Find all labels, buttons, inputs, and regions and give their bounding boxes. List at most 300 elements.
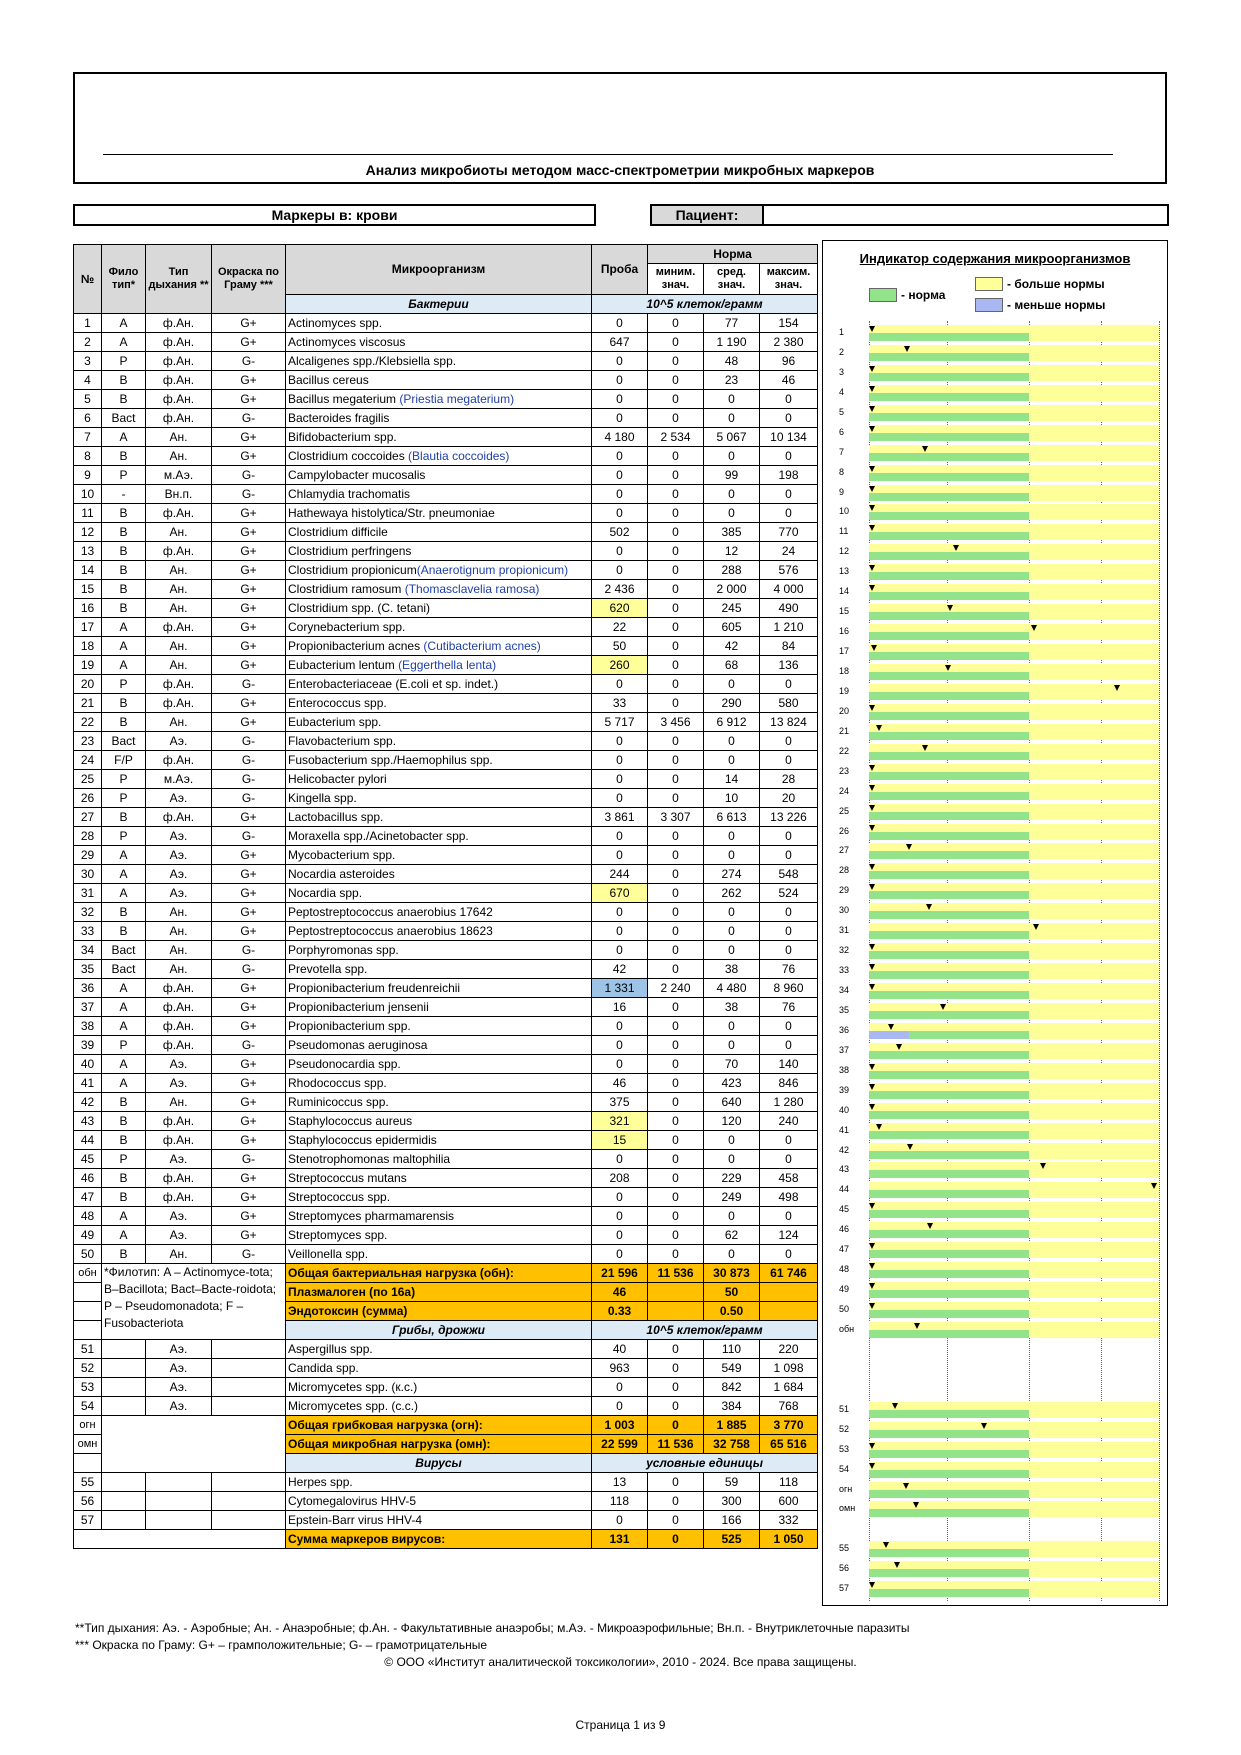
row-organism bbox=[286, 884, 592, 903]
row-min: 0 bbox=[648, 1188, 704, 1207]
row-num: 32 bbox=[74, 903, 102, 922]
row-organism bbox=[286, 808, 592, 827]
row-organism bbox=[286, 409, 592, 428]
organism-name: Propionibacterium jensenii bbox=[288, 999, 429, 1014]
plasmalogen-num bbox=[74, 1283, 102, 1302]
indicator-above-bar bbox=[1029, 433, 1160, 441]
row-sample: 321 bbox=[592, 1112, 648, 1131]
row-organism bbox=[286, 428, 592, 447]
row-sample: 40 bbox=[592, 1340, 648, 1359]
indicator-row-label: 50 bbox=[839, 1304, 850, 1315]
row-num: 49 bbox=[74, 1226, 102, 1245]
legend-norm-label: - норма bbox=[901, 288, 946, 302]
table-row bbox=[74, 1245, 818, 1264]
row-phylo: F/P bbox=[102, 751, 146, 770]
row-phylo: Bact bbox=[102, 732, 146, 751]
row-phylo: A bbox=[102, 865, 146, 884]
indicator-norm-bar bbox=[869, 333, 1029, 341]
row-sample: 0 bbox=[592, 1017, 648, 1036]
row-avg: 549 bbox=[704, 1359, 760, 1378]
table-row bbox=[74, 865, 818, 884]
indicator-above-bar bbox=[1029, 931, 1160, 939]
row-num: 36 bbox=[74, 979, 102, 998]
indicator-row-band bbox=[869, 883, 1159, 891]
row-avg: 605 bbox=[704, 618, 760, 637]
row-sample: 0 bbox=[592, 1245, 648, 1264]
obn-sample: 21 596 bbox=[592, 1264, 648, 1283]
row-resp: Ан. bbox=[146, 599, 212, 618]
row-min: 0 bbox=[648, 1074, 704, 1093]
row-avg: 10 bbox=[704, 789, 760, 808]
row-organism bbox=[286, 865, 592, 884]
row-min: 0 bbox=[648, 523, 704, 542]
row-sample: 0 bbox=[592, 371, 648, 390]
indicator-row-label: 32 bbox=[839, 945, 850, 956]
indicator-sample-marker bbox=[869, 486, 875, 492]
row-sample: 0 bbox=[592, 542, 648, 561]
row-min: 0 bbox=[648, 1511, 704, 1530]
row-gram: G+ bbox=[212, 371, 286, 390]
row-sample: 0 bbox=[592, 352, 648, 371]
indicator-row-label: 16 bbox=[839, 626, 850, 637]
indicator-row-label: 4 bbox=[839, 386, 845, 397]
row-min: 3 307 bbox=[648, 808, 704, 827]
row-gram bbox=[212, 1340, 286, 1359]
organism-name: Staphylococcus epidermidis bbox=[288, 1132, 437, 1147]
row-phylo: A bbox=[102, 998, 146, 1017]
row-sample: 0 bbox=[592, 922, 648, 941]
organism-name: Pseudomonas aeruginosa bbox=[288, 1037, 428, 1052]
row-min: 0 bbox=[648, 1036, 704, 1055]
indicator-row-band bbox=[869, 923, 1159, 931]
ogn-min: 0 bbox=[648, 1416, 704, 1435]
indicator-row-band bbox=[869, 1003, 1159, 1011]
row-max: 8 960 bbox=[760, 979, 818, 998]
row-num: 11 bbox=[74, 504, 102, 523]
row-phylo: P bbox=[102, 789, 146, 808]
row-max: 13 226 bbox=[760, 808, 818, 827]
row-sample: 208 bbox=[592, 1169, 648, 1188]
patient-label: Пациент: bbox=[652, 206, 764, 224]
indicator-row-band bbox=[869, 843, 1159, 851]
omn-label: Общая микробная нагрузка (омн): bbox=[286, 1435, 592, 1454]
table-row bbox=[74, 713, 818, 732]
indicator-norm-bar bbox=[869, 433, 1029, 441]
indicator-above-bar bbox=[1029, 1569, 1160, 1577]
row-organism bbox=[286, 333, 592, 352]
col-num: № bbox=[74, 245, 102, 314]
row-phylo bbox=[102, 1378, 146, 1397]
row-resp bbox=[146, 1492, 212, 1511]
row-sample: 4 180 bbox=[592, 428, 648, 447]
table-row bbox=[74, 466, 818, 485]
row-max: 0 bbox=[760, 846, 818, 865]
patient-field bbox=[650, 204, 1169, 226]
indicator-norm-bar bbox=[869, 1509, 1029, 1517]
indicator-above-bar bbox=[1029, 1450, 1160, 1458]
row-resp: Аэ. bbox=[146, 1340, 212, 1359]
indicator-above-bar bbox=[1029, 792, 1160, 800]
indicator-row-band bbox=[869, 784, 1159, 792]
row-gram: G+ bbox=[212, 979, 286, 998]
table-row bbox=[74, 770, 818, 789]
row-phylo: B bbox=[102, 1188, 146, 1207]
row-min: 0 bbox=[648, 1093, 704, 1112]
row-max: 76 bbox=[760, 998, 818, 1017]
section-virus-units: условные единицы bbox=[592, 1454, 818, 1473]
plasmalogen-label: Плазмалоген (по 16а) bbox=[286, 1283, 592, 1302]
row-sample: 620 bbox=[592, 599, 648, 618]
row-gram: G- bbox=[212, 675, 286, 694]
indicator-sample-marker bbox=[869, 1243, 875, 1249]
organism-synonym: (Eggerthella lenta) bbox=[398, 657, 497, 672]
row-organism bbox=[286, 523, 592, 542]
row-phylo: B bbox=[102, 561, 146, 580]
indicator-sample-marker bbox=[869, 1283, 875, 1289]
omn-min: 11 536 bbox=[648, 1435, 704, 1454]
row-num: 2 bbox=[74, 333, 102, 352]
indicator-row-label: 31 bbox=[839, 925, 850, 936]
row-phylo: B bbox=[102, 808, 146, 827]
indicator-norm-bar bbox=[869, 1490, 1029, 1498]
row-resp: Ан. bbox=[146, 656, 212, 675]
organism-name: Mycobacterium spp. bbox=[288, 847, 396, 862]
table-row bbox=[74, 732, 818, 751]
plasmalogen-min bbox=[648, 1283, 704, 1302]
row-resp: ф.Ан. bbox=[146, 751, 212, 770]
indicator-row-band bbox=[869, 524, 1159, 532]
table-row bbox=[74, 1473, 818, 1492]
row-avg: 1 190 bbox=[704, 333, 760, 352]
row-max: 0 bbox=[760, 1017, 818, 1036]
indicator-row-band bbox=[869, 1162, 1159, 1170]
organism-name: Fusobacterium spp./Haemophilus spp. bbox=[288, 752, 493, 767]
legend-below-label: - меньше нормы bbox=[1007, 298, 1106, 312]
indicator-above-bar bbox=[1029, 532, 1160, 540]
row-max: 2 380 bbox=[760, 333, 818, 352]
col-sample: Проба bbox=[592, 245, 648, 295]
row-sample: 0 bbox=[592, 447, 648, 466]
row-min: 0 bbox=[648, 314, 704, 333]
row-gram: G+ bbox=[212, 561, 286, 580]
row-min: 0 bbox=[648, 770, 704, 789]
legend-norm-swatch bbox=[869, 288, 897, 302]
row-phylo: P bbox=[102, 770, 146, 789]
row-avg: 12 bbox=[704, 542, 760, 561]
organism-name: Hathewaya histolytica/Str. pneumoniae bbox=[288, 505, 495, 520]
indicator-sample-marker bbox=[940, 1004, 946, 1010]
organism-synonym: (Anaerotignum propionicum) bbox=[416, 562, 569, 577]
indicator-norm-bar bbox=[869, 493, 1029, 501]
row-avg: 14 bbox=[704, 770, 760, 789]
indicator-row-band bbox=[869, 1182, 1159, 1190]
omn-max: 65 516 bbox=[760, 1435, 818, 1454]
organism-name: Bacillus cereus bbox=[288, 372, 369, 387]
row-sample: 3 861 bbox=[592, 808, 648, 827]
row-phylo: B bbox=[102, 922, 146, 941]
indicator-norm-bar bbox=[869, 592, 1029, 600]
row-sample: 5 717 bbox=[592, 713, 648, 732]
row-sample: 0 bbox=[592, 941, 648, 960]
indicator-row-label: 55 bbox=[839, 1543, 850, 1554]
indicator-above-bar bbox=[1029, 1170, 1160, 1178]
table-row bbox=[74, 1017, 818, 1036]
table-row bbox=[74, 447, 818, 466]
indicator-sample-marker bbox=[871, 645, 877, 651]
table-row bbox=[74, 314, 818, 333]
table-row bbox=[74, 333, 818, 352]
row-gram: G- bbox=[212, 751, 286, 770]
indicator-above-bar bbox=[1029, 1111, 1160, 1119]
section-bacteria: Бактерии bbox=[286, 295, 592, 314]
indicator-sample-marker bbox=[892, 1403, 898, 1409]
indicator-row-band bbox=[869, 1043, 1159, 1051]
row-organism bbox=[286, 1226, 592, 1245]
row-num: 28 bbox=[74, 827, 102, 846]
row-resp: ф.Ан. bbox=[146, 979, 212, 998]
indicator-norm-bar bbox=[869, 792, 1029, 800]
indicator-norm-bar bbox=[869, 1270, 1029, 1278]
indicator-above-bar bbox=[1029, 1031, 1160, 1039]
row-gram: G+ bbox=[212, 1017, 286, 1036]
indicator-above-bar bbox=[1029, 1430, 1160, 1438]
row-max: 0 bbox=[760, 941, 818, 960]
row-gram: G- bbox=[212, 732, 286, 751]
indicator-sample-marker bbox=[914, 1323, 920, 1329]
virus-total-sample: 131 bbox=[592, 1530, 648, 1549]
row-max: 0 bbox=[760, 504, 818, 523]
obn-num: обн bbox=[74, 1264, 102, 1283]
indicator-above-bar bbox=[1029, 1330, 1160, 1338]
virus-section-num bbox=[74, 1454, 102, 1473]
row-max: 154 bbox=[760, 314, 818, 333]
row-sample: 375 bbox=[592, 1093, 648, 1112]
indicator-row-band bbox=[869, 1063, 1159, 1071]
obn-avg: 30 873 bbox=[704, 1264, 760, 1283]
row-max: 0 bbox=[760, 1150, 818, 1169]
indicator-row-label: 39 bbox=[839, 1084, 850, 1095]
row-num: 21 bbox=[74, 694, 102, 713]
indicator-norm-bar bbox=[869, 532, 1029, 540]
row-resp: Аэ. bbox=[146, 732, 212, 751]
row-num: 40 bbox=[74, 1055, 102, 1074]
row-organism bbox=[286, 960, 592, 979]
row-gram: G+ bbox=[212, 333, 286, 352]
indicator-row-label: 29 bbox=[839, 885, 850, 896]
row-sample: 0 bbox=[592, 827, 648, 846]
indicator-row-band bbox=[869, 1561, 1159, 1569]
row-sample: 50 bbox=[592, 637, 648, 656]
row-sample: 0 bbox=[592, 1397, 648, 1416]
organism-name: Clostridium coccoides bbox=[288, 448, 409, 463]
indicator-norm-bar bbox=[869, 1170, 1029, 1178]
indicator-above-bar bbox=[1029, 1230, 1160, 1238]
indicator-row-band bbox=[869, 664, 1159, 672]
row-sample: 13 bbox=[592, 1473, 648, 1492]
row-num: 6 bbox=[74, 409, 102, 428]
indicator-norm-bar bbox=[869, 1210, 1029, 1218]
row-resp: Ан. bbox=[146, 1093, 212, 1112]
row-avg: 385 bbox=[704, 523, 760, 542]
indicator-sample-marker bbox=[869, 765, 875, 771]
indicator-above-bar bbox=[1029, 1509, 1160, 1517]
indicator-row-label: 30 bbox=[839, 905, 850, 916]
row-gram: G+ bbox=[212, 1131, 286, 1150]
organism-name: Nocardia asteroides bbox=[288, 866, 395, 881]
row-min: 0 bbox=[648, 1112, 704, 1131]
indicator-row-band bbox=[869, 1302, 1159, 1310]
row-avg: 0 bbox=[704, 1036, 760, 1055]
indicator-sample-marker bbox=[869, 785, 875, 791]
row-gram bbox=[212, 1397, 286, 1416]
indicator-sample-marker bbox=[926, 904, 932, 910]
row-phylo: B bbox=[102, 713, 146, 732]
row-phylo: A bbox=[102, 428, 146, 447]
row-min: 0 bbox=[648, 694, 704, 713]
indicator-sample-marker bbox=[869, 366, 875, 372]
row-phylo: P bbox=[102, 1036, 146, 1055]
indicator-row-label: 1 bbox=[839, 327, 845, 337]
indicator-row-label: 24 bbox=[839, 785, 850, 796]
row-num: 22 bbox=[74, 713, 102, 732]
indicator-norm-bar bbox=[869, 652, 1029, 660]
organism-name: Bifidobacterium spp. bbox=[288, 429, 397, 444]
row-max: 13 824 bbox=[760, 713, 818, 732]
row-max: 46 bbox=[760, 371, 818, 390]
row-max: 0 bbox=[760, 751, 818, 770]
indicator-above-bar bbox=[1029, 512, 1160, 520]
row-phylo: A bbox=[102, 1207, 146, 1226]
row-gram: G+ bbox=[212, 447, 286, 466]
col-min: миним. знач. bbox=[648, 264, 704, 295]
endotoxin-label: Эндотоксин (сумма) bbox=[286, 1302, 592, 1321]
row-max: 198 bbox=[760, 466, 818, 485]
row-resp: Ан. bbox=[146, 561, 212, 580]
indicator-sample-marker bbox=[869, 1263, 875, 1269]
indicator-norm-bar bbox=[869, 1190, 1029, 1198]
col-phylo: Фило тип* bbox=[102, 245, 146, 314]
row-min: 0 bbox=[648, 846, 704, 865]
indicator-row-band bbox=[869, 604, 1159, 612]
indicator-row-band bbox=[869, 325, 1159, 333]
indicator-above-bar bbox=[1029, 832, 1160, 840]
row-avg: 2 000 bbox=[704, 580, 760, 599]
row-avg: 120 bbox=[704, 1112, 760, 1131]
indicator-sample-marker bbox=[869, 825, 875, 831]
indicator-sample-marker bbox=[869, 884, 875, 890]
table-row bbox=[74, 618, 818, 637]
indicator-norm-bar bbox=[869, 1470, 1029, 1478]
row-min: 0 bbox=[648, 1169, 704, 1188]
indicator-row-band bbox=[869, 1123, 1159, 1131]
header-divider bbox=[103, 154, 1113, 155]
row-avg: 68 bbox=[704, 656, 760, 675]
row-resp: Ан. bbox=[146, 713, 212, 732]
row-phylo: B bbox=[102, 903, 146, 922]
row-max: 20 bbox=[760, 789, 818, 808]
row-min: 0 bbox=[648, 675, 704, 694]
fungi-rows bbox=[74, 1340, 818, 1416]
row-phylo: A bbox=[102, 1074, 146, 1093]
indicator-sample-marker bbox=[947, 605, 953, 611]
row-organism: Aspergillus spp. bbox=[286, 1340, 592, 1359]
row-sample: 1 331 bbox=[592, 979, 648, 998]
table-row bbox=[74, 504, 818, 523]
row-phylo: A bbox=[102, 1226, 146, 1245]
row-gram: G+ bbox=[212, 637, 286, 656]
row-avg: 288 bbox=[704, 561, 760, 580]
row-avg: 42 bbox=[704, 637, 760, 656]
row-gram: G+ bbox=[212, 808, 286, 827]
indicator-norm-bar bbox=[869, 832, 1029, 840]
row-gram: G+ bbox=[212, 504, 286, 523]
table-row bbox=[74, 884, 818, 903]
row-num: 43 bbox=[74, 1112, 102, 1131]
indicator-above-bar bbox=[1029, 1011, 1160, 1019]
row-resp: ф.Ан. bbox=[146, 675, 212, 694]
row-phylo: B bbox=[102, 371, 146, 390]
ogn-label: Общая грибковая нагрузка (огн): bbox=[286, 1416, 592, 1435]
row-sample: 0 bbox=[592, 1378, 648, 1397]
section-viruses: Вирусы bbox=[286, 1454, 592, 1473]
indicator-above-bar bbox=[1029, 1210, 1160, 1218]
row-organism bbox=[286, 542, 592, 561]
row-max: 600 bbox=[760, 1492, 818, 1511]
row-num: 50 bbox=[74, 1245, 102, 1264]
row-sample: 22 bbox=[592, 618, 648, 637]
row-max: 0 bbox=[760, 1207, 818, 1226]
row-max: 498 bbox=[760, 1188, 818, 1207]
row-max: 136 bbox=[760, 656, 818, 675]
row-min: 0 bbox=[648, 1055, 704, 1074]
organism-name: Corynebacterium spp. bbox=[288, 619, 406, 634]
indicator-row-label: 10 bbox=[839, 506, 850, 517]
row-resp bbox=[146, 1511, 212, 1530]
row-resp: ф.Ан. bbox=[146, 998, 212, 1017]
indicator-sample-marker bbox=[907, 1144, 913, 1150]
row-min: 0 bbox=[648, 884, 704, 903]
row-avg: 110 bbox=[704, 1340, 760, 1359]
row-organism bbox=[286, 1207, 592, 1226]
organism-name: Actinomyces viscosus bbox=[288, 334, 406, 349]
indicator-norm-bar bbox=[869, 891, 1029, 899]
indicator-sample-marker bbox=[869, 1104, 875, 1110]
row-resp: ф.Ан. bbox=[146, 542, 212, 561]
row-organism bbox=[286, 618, 592, 637]
row-organism bbox=[286, 979, 592, 998]
row-gram: G+ bbox=[212, 1188, 286, 1207]
table-row bbox=[74, 789, 818, 808]
organism-name: Helicobacter pylori bbox=[288, 771, 387, 786]
row-organism bbox=[286, 1245, 592, 1264]
row-min: 0 bbox=[648, 1378, 704, 1397]
row-avg: 262 bbox=[704, 884, 760, 903]
table-row bbox=[74, 846, 818, 865]
row-phylo: P bbox=[102, 675, 146, 694]
row-num: 18 bbox=[74, 637, 102, 656]
row-max: 24 bbox=[760, 542, 818, 561]
row-organism bbox=[286, 1112, 592, 1131]
row-max: 0 bbox=[760, 903, 818, 922]
row-max: 0 bbox=[760, 732, 818, 751]
col-resp: Тип дыхания ** bbox=[146, 245, 212, 314]
row-avg: 0 bbox=[704, 827, 760, 846]
indicator-above-bar bbox=[1029, 1250, 1160, 1258]
indicator-row-label: 38 bbox=[839, 1064, 850, 1075]
row-sample: 647 bbox=[592, 333, 648, 352]
row-phylo: P bbox=[102, 827, 146, 846]
organism-name: Campylobacter mucosalis bbox=[288, 467, 426, 482]
